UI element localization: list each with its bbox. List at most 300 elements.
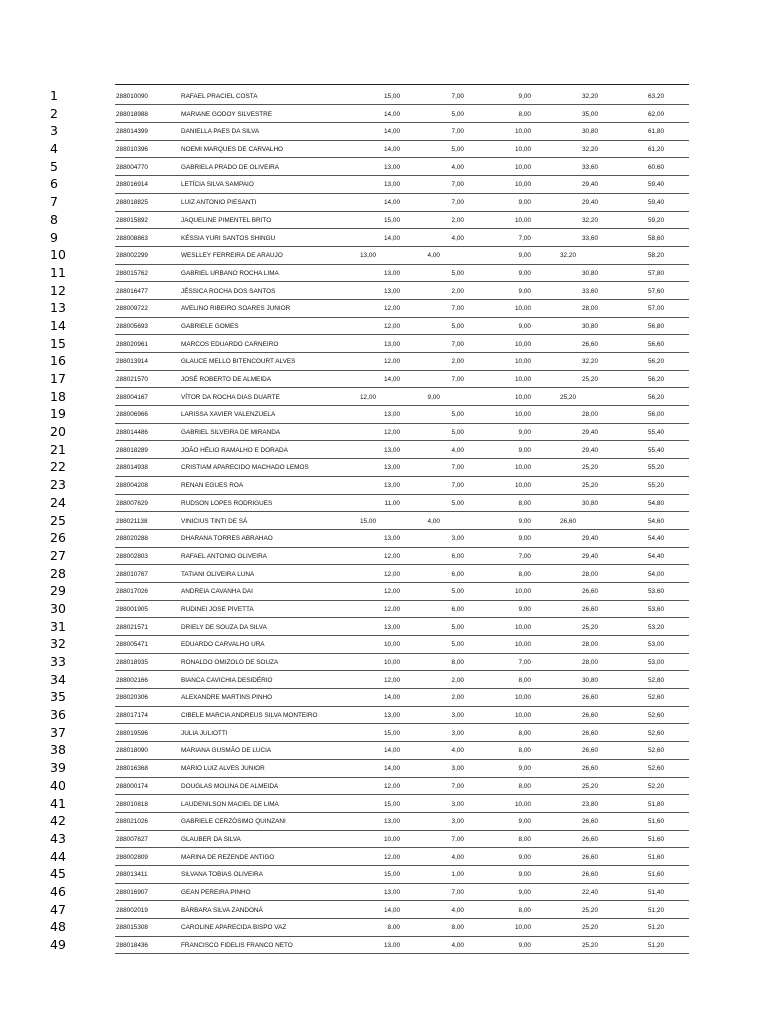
rank-number: 5: [50, 158, 58, 174]
score-4: 26,60: [582, 871, 598, 879]
score-3: 8,00: [518, 747, 531, 755]
table-row: [0, 831, 768, 849]
score-1: 14,00: [384, 128, 400, 136]
score-2: 7,00: [451, 464, 464, 472]
score-3: 9,00: [518, 765, 531, 773]
score-1: 14,00: [384, 376, 400, 383]
score-4: 26,60: [582, 835, 598, 843]
registration-code: 288018289: [116, 446, 148, 454]
score-4: 28,00: [582, 641, 598, 649]
registration-code: 288005693: [116, 322, 148, 330]
score-4: 25,20: [582, 482, 598, 490]
candidate-name: RENAN EGUES ROA: [181, 482, 244, 490]
rank-number: 41: [50, 795, 66, 811]
score-1: 15,00: [384, 729, 400, 737]
ranking-table: [0, 88, 768, 955]
score-4: 28,00: [582, 411, 598, 419]
table-row: [0, 176, 768, 194]
total-score: 56,20: [648, 393, 664, 401]
rank-number: 4: [50, 141, 58, 157]
registration-code: 288002809: [116, 853, 148, 861]
table-row: [0, 371, 768, 389]
score-3: 8,00: [518, 906, 531, 914]
registration-code: 288018988: [116, 110, 148, 118]
table-row: [0, 548, 768, 566]
candidate-name: DHARANA TORRES ABRAHAO: [181, 535, 273, 543]
score-1: 13,00: [384, 464, 400, 472]
candidate-name: MARIANE GODOY SILVESTRE: [181, 110, 273, 118]
score-1: 12,00: [384, 588, 400, 596]
table-row: [0, 583, 768, 601]
score-2: 1,00: [451, 871, 464, 879]
score-2: 7,00: [451, 340, 464, 348]
table-row: [0, 495, 768, 513]
rank-number: 29: [50, 583, 66, 599]
rank-number: 49: [50, 937, 66, 952]
table-row: [0, 689, 768, 707]
table-row: [0, 849, 768, 867]
score-4: 26,60: [582, 853, 598, 861]
score-4: 26,60: [582, 765, 598, 773]
score-1: 12,00: [360, 393, 376, 401]
score-4: 28,00: [582, 305, 598, 313]
rank-number: 24: [50, 494, 66, 510]
total-score: 52,60: [648, 747, 664, 755]
total-score: 56,60: [648, 340, 664, 348]
table-row: [0, 230, 768, 248]
table-row: [0, 88, 768, 106]
total-score: 52,60: [648, 765, 664, 773]
total-score: 54,80: [648, 499, 664, 507]
rank-number: 3: [50, 123, 58, 139]
score-4: 33,60: [582, 287, 598, 295]
score-2: 5,00: [451, 429, 464, 437]
table-row: [0, 601, 768, 619]
rank-number: 31: [50, 618, 66, 634]
score-2: 7,00: [451, 181, 464, 189]
score-2: 4,00: [451, 853, 464, 861]
total-score: 51,60: [648, 818, 664, 826]
score-4: 26,60: [560, 517, 576, 525]
score-3: 10,00: [515, 358, 531, 366]
registration-code: 288015762: [116, 269, 148, 277]
total-score: 53,60: [648, 588, 664, 596]
score-1: 13,00: [384, 163, 400, 171]
score-4: 26,60: [582, 747, 598, 755]
registration-code: 288021570: [116, 376, 148, 383]
table-row: [0, 424, 768, 442]
rank-number: 44: [50, 848, 66, 864]
total-score: 51,20: [648, 942, 664, 949]
rank-number: 27: [50, 547, 66, 563]
score-1: 13,00: [384, 340, 400, 348]
total-score: 53,00: [648, 641, 664, 649]
candidate-name: DOUGLAS MOLINA DE ALMEIDA: [181, 782, 279, 790]
registration-code: 288002803: [116, 552, 148, 560]
table-row: [0, 937, 768, 955]
total-score: 56,20: [648, 376, 664, 383]
registration-code: 288004208: [116, 482, 148, 490]
total-score: 51,60: [648, 835, 664, 843]
score-3: 10,00: [515, 181, 531, 189]
score-3: 9,00: [518, 93, 531, 100]
score-1: 12,00: [384, 782, 400, 790]
score-2: 7,00: [451, 782, 464, 790]
registration-code: 288020961: [116, 340, 148, 348]
registration-code: 288007627: [116, 835, 148, 843]
score-2: 7,00: [451, 376, 464, 383]
score-3: 9,00: [518, 888, 531, 896]
rank-number: 25: [50, 512, 66, 528]
table-row: [0, 283, 768, 301]
score-1: 12,00: [384, 676, 400, 684]
score-3: 10,00: [515, 163, 531, 171]
score-1: 12,00: [384, 853, 400, 861]
score-3: 8,00: [518, 499, 531, 507]
score-4: 23,80: [582, 800, 598, 808]
score-2: 6,00: [451, 605, 464, 613]
table-row: [0, 336, 768, 354]
registration-code: 288014938: [116, 464, 148, 472]
candidate-name: EDUARDO CARVALHO URA: [181, 641, 265, 649]
score-1: 13,00: [360, 252, 376, 260]
table-row: [0, 353, 768, 371]
total-score: 58,60: [648, 234, 664, 242]
candidate-name: JÉSSICA ROCHA DOS SANTOS: [181, 287, 276, 295]
score-3: 10,00: [515, 305, 531, 313]
score-2: 3,00: [451, 535, 464, 543]
table-row: [0, 566, 768, 584]
registration-code: 288004167: [116, 393, 148, 401]
rank-number: 14: [50, 317, 66, 333]
score-3: 8,00: [518, 676, 531, 684]
score-1: 14,00: [384, 747, 400, 755]
registration-code: 288014399: [116, 128, 148, 136]
candidate-name: GABRIELA PRADO DE OLIVEIRA: [181, 163, 280, 171]
score-3: 10,00: [515, 623, 531, 631]
candidate-name: LARISSA XAVIER VALENZUELA: [181, 411, 276, 419]
total-score: 53,00: [648, 659, 664, 666]
candidate-name: GEAN PEREIRA PINHO: [181, 888, 251, 896]
score-3: 10,00: [515, 216, 531, 224]
table-row: [0, 513, 768, 531]
rank-number: 2: [50, 105, 58, 121]
rank-number: 26: [50, 530, 66, 546]
table-row: [0, 389, 768, 407]
table-row: [0, 796, 768, 814]
score-2: 7,00: [451, 199, 464, 207]
score-1: 13,00: [384, 942, 400, 949]
registration-code: 288001905: [116, 605, 148, 613]
rank-number: 36: [50, 707, 66, 723]
total-score: 53,60: [648, 605, 664, 613]
score-3: 10,00: [515, 694, 531, 702]
score-2: 7,00: [451, 305, 464, 313]
registration-code: 288020306: [116, 694, 148, 702]
candidate-name: JAQUELINE PIMENTEL BRITO: [181, 216, 272, 224]
registration-code: 288010396: [116, 146, 148, 154]
total-score: 55,40: [648, 446, 664, 454]
score-4: 30,80: [582, 269, 598, 277]
registration-code: 288009722: [116, 305, 148, 313]
candidate-name: CIBELE MARCIA ANDREUS SILVA MONTEIRO: [181, 712, 318, 720]
score-3: 9,00: [518, 446, 531, 454]
rank-number: 6: [50, 176, 58, 192]
score-4: 32,20: [582, 146, 598, 154]
total-score: 51,60: [648, 871, 664, 879]
score-2: 2,00: [451, 216, 464, 224]
table-row: [0, 194, 768, 212]
table-row: [0, 866, 768, 884]
score-2: 3,00: [451, 712, 464, 720]
score-1: 14,00: [384, 906, 400, 914]
score-4: 32,20: [582, 358, 598, 366]
total-score: 56,20: [648, 358, 664, 366]
rank-number: 18: [50, 388, 66, 404]
candidate-name: NOEMI MARQUES DE CARVALHO: [181, 146, 284, 154]
rank-number: 13: [50, 300, 66, 316]
registration-code: 288021138: [116, 517, 148, 525]
rank-number: 23: [50, 477, 66, 493]
score-4: 25,20: [582, 906, 598, 914]
score-2: 5,00: [451, 588, 464, 596]
score-4: 26,60: [582, 340, 598, 348]
rank-number: 12: [50, 282, 66, 298]
candidate-name: LAUDENILSON MACIEL DE LIMA: [181, 800, 279, 808]
score-1: 13,00: [384, 446, 400, 454]
score-3: 10,00: [515, 588, 531, 596]
score-3: 10,00: [515, 464, 531, 472]
registration-code: 288002299: [116, 252, 148, 260]
candidate-name: MARIO LUIZ ALVES JUNIOR: [181, 765, 265, 773]
candidate-name: AVELINO RIBEIRO SOARES JUNIOR: [181, 305, 291, 313]
candidate-name: CAROLINE APARECIDA BISPO VAZ: [181, 924, 287, 932]
score-1: 15,00: [360, 517, 376, 525]
registration-code: 288015308: [116, 924, 148, 932]
score-1: 10,00: [384, 659, 400, 666]
registration-code: 288013411: [116, 871, 148, 879]
registration-code: 288002166: [116, 676, 148, 684]
candidate-name: GLAUBER DA SILVA: [181, 835, 241, 843]
table-row: [0, 742, 768, 760]
registration-code: 288010090: [116, 93, 148, 100]
table-row: [0, 265, 768, 283]
registration-code: 288021571: [116, 623, 148, 631]
score-2: 6,00: [451, 570, 464, 578]
registration-code: 288018825: [116, 199, 148, 207]
score-1: 10,00: [384, 641, 400, 649]
score-2: 4,00: [451, 163, 464, 171]
score-3: 8,00: [518, 782, 531, 790]
candidate-name: ALEXANDRE MARTINS PINHO: [181, 694, 273, 702]
total-score: 52,20: [648, 782, 664, 790]
score-4: 33,60: [582, 163, 598, 171]
registration-code: 288021026: [116, 818, 148, 826]
score-4: 25,20: [582, 623, 598, 631]
score-2: 3,00: [451, 800, 464, 808]
score-4: 28,00: [582, 570, 598, 578]
total-score: 63,20: [648, 93, 664, 100]
total-score: 56,00: [648, 411, 664, 419]
score-2: 2,00: [451, 694, 464, 702]
candidate-name: FRANCISCO FIDELIS FRANCO NETO: [181, 942, 293, 949]
table-row: [0, 459, 768, 477]
rank-number: 34: [50, 671, 66, 687]
total-score: 56,80: [648, 322, 664, 330]
table-row: [0, 406, 768, 424]
registration-code: 288018436: [116, 942, 148, 949]
score-3: 9,00: [518, 199, 531, 207]
score-4: 30,80: [582, 128, 598, 136]
registration-code: 288005471: [116, 641, 148, 649]
score-2: 5,00: [451, 322, 464, 330]
score-4: 28,00: [582, 659, 598, 666]
score-1: 13,00: [384, 411, 400, 419]
rank-number: 7: [50, 194, 58, 210]
total-score: 61,20: [648, 146, 664, 154]
total-score: 55,20: [648, 464, 664, 472]
rank-number: 42: [50, 813, 66, 829]
rank-number: 11: [50, 264, 66, 280]
score-3: 8,00: [518, 835, 531, 843]
score-4: 30,80: [582, 676, 598, 684]
score-1: 15,00: [384, 871, 400, 879]
score-4: 26,60: [582, 605, 598, 613]
score-4: 25,20: [582, 376, 598, 383]
table-row: [0, 477, 768, 495]
candidate-name: JULIA JULIOTTI: [181, 729, 228, 737]
registration-code: 288015892: [116, 216, 148, 224]
candidate-name: RAFAEL PRACIEL COSTA: [181, 93, 258, 100]
total-score: 52,60: [648, 694, 664, 702]
score-3: 7,00: [518, 552, 531, 560]
score-2: 7,00: [451, 482, 464, 490]
total-score: 51,80: [648, 800, 664, 808]
score-3: 10,00: [515, 411, 531, 419]
registration-code: 288018090: [116, 747, 148, 755]
table-row: [0, 636, 768, 654]
table-row: [0, 760, 768, 778]
candidate-name: MARINA DE REZENDE ANTIGO: [181, 853, 275, 861]
total-score: 54,60: [648, 517, 664, 525]
table-row: [0, 725, 768, 743]
score-2: 5,00: [451, 146, 464, 154]
score-4: 26,60: [582, 729, 598, 737]
total-score: 60,60: [648, 163, 664, 171]
total-score: 52,60: [648, 712, 664, 720]
table-row: [0, 619, 768, 637]
score-3: 10,00: [515, 800, 531, 808]
score-4: 26,60: [582, 818, 598, 826]
candidate-name: RAFAEL ANTONIO OLIVEIRA: [181, 552, 267, 560]
registration-code: 288016477: [116, 287, 148, 295]
score-3: 10,00: [515, 128, 531, 136]
total-score: 59,40: [648, 181, 664, 189]
rank-number: 46: [50, 883, 66, 899]
candidate-name: GABRIELE CERZÓSIMO QUINZANI: [181, 818, 286, 826]
rank-number: 8: [50, 211, 58, 227]
score-3: 10,00: [515, 712, 531, 720]
total-score: 52,60: [648, 729, 664, 737]
registration-code: 288017026: [116, 588, 148, 596]
score-2: 5,00: [451, 499, 464, 507]
score-3: 9,00: [518, 252, 531, 260]
score-2: 4,00: [427, 252, 440, 260]
registration-code: 288004770: [116, 163, 148, 171]
registration-code: 288017174: [116, 712, 148, 720]
score-4: 30,80: [582, 499, 598, 507]
rank-number: 10: [50, 247, 66, 263]
candidate-name: BIANCA CAVICHIA DESIDÉRIO: [181, 676, 273, 684]
score-2: 2,00: [451, 676, 464, 684]
score-4: 25,20: [582, 924, 598, 932]
rank-number: 43: [50, 830, 66, 846]
candidate-name: BÁRBARA SILVA ZANDONÁ: [181, 906, 263, 914]
score-4: 22,40: [582, 888, 598, 896]
candidate-name: DANIELLA PAES DA SILVA: [181, 128, 260, 136]
score-4: 26,60: [582, 694, 598, 702]
candidate-name: DRIELY DE SOUZA DA SILVA: [181, 623, 267, 631]
score-4: 25,20: [582, 942, 598, 949]
table-row: [0, 919, 768, 937]
score-2: 4,00: [451, 906, 464, 914]
score-3: 8,00: [518, 729, 531, 737]
rank-number: 37: [50, 724, 66, 740]
score-4: 29,40: [582, 446, 598, 454]
rank-number: 32: [50, 636, 66, 652]
table-row: [0, 813, 768, 831]
score-2: 7,00: [451, 835, 464, 843]
candidate-name: GLAUCE MELLO BITENCOURT ALVES: [181, 358, 296, 366]
total-score: 53,20: [648, 623, 664, 631]
rank-number: 48: [50, 919, 66, 935]
score-3: 9,00: [518, 605, 531, 613]
score-1: 14,00: [384, 146, 400, 154]
total-score: 51,60: [648, 853, 664, 861]
score-3: 9,00: [518, 287, 531, 295]
table-row: [0, 654, 768, 672]
score-1: 12,00: [384, 305, 400, 313]
score-4: 29,40: [582, 199, 598, 207]
table-row: [0, 247, 768, 265]
score-1: 13,00: [384, 818, 400, 826]
registration-code: 288010818: [116, 800, 148, 808]
score-1: 14,00: [384, 110, 400, 118]
rank-number: 20: [50, 424, 66, 440]
row-divider: [115, 953, 689, 954]
candidate-name: VINICIUS TINTI DE SÁ: [181, 517, 248, 525]
score-2: 3,00: [451, 765, 464, 773]
score-1: 13,00: [384, 181, 400, 189]
score-3: 8,00: [518, 110, 531, 118]
score-2: 4,00: [427, 517, 440, 525]
total-score: 51,20: [648, 924, 664, 932]
score-4: 35,00: [582, 110, 598, 118]
score-3: 10,00: [515, 924, 531, 932]
candidate-name: JOÃO HÉLIO RAMALHO E DORADA: [181, 446, 288, 454]
candidate-name: GABRIEL URBANO ROCHA LIMA: [181, 269, 279, 277]
score-2: 7,00: [451, 93, 464, 100]
total-score: 57,60: [648, 287, 664, 295]
registration-code: 288002019: [116, 906, 148, 914]
score-2: 9,00: [427, 393, 440, 401]
score-3: 9,00: [518, 429, 531, 437]
total-score: 62,00: [648, 110, 664, 118]
score-4: 25,20: [582, 464, 598, 472]
registration-code: 288007629: [116, 499, 148, 507]
table-row: [0, 318, 768, 336]
score-1: 11,00: [384, 499, 400, 507]
